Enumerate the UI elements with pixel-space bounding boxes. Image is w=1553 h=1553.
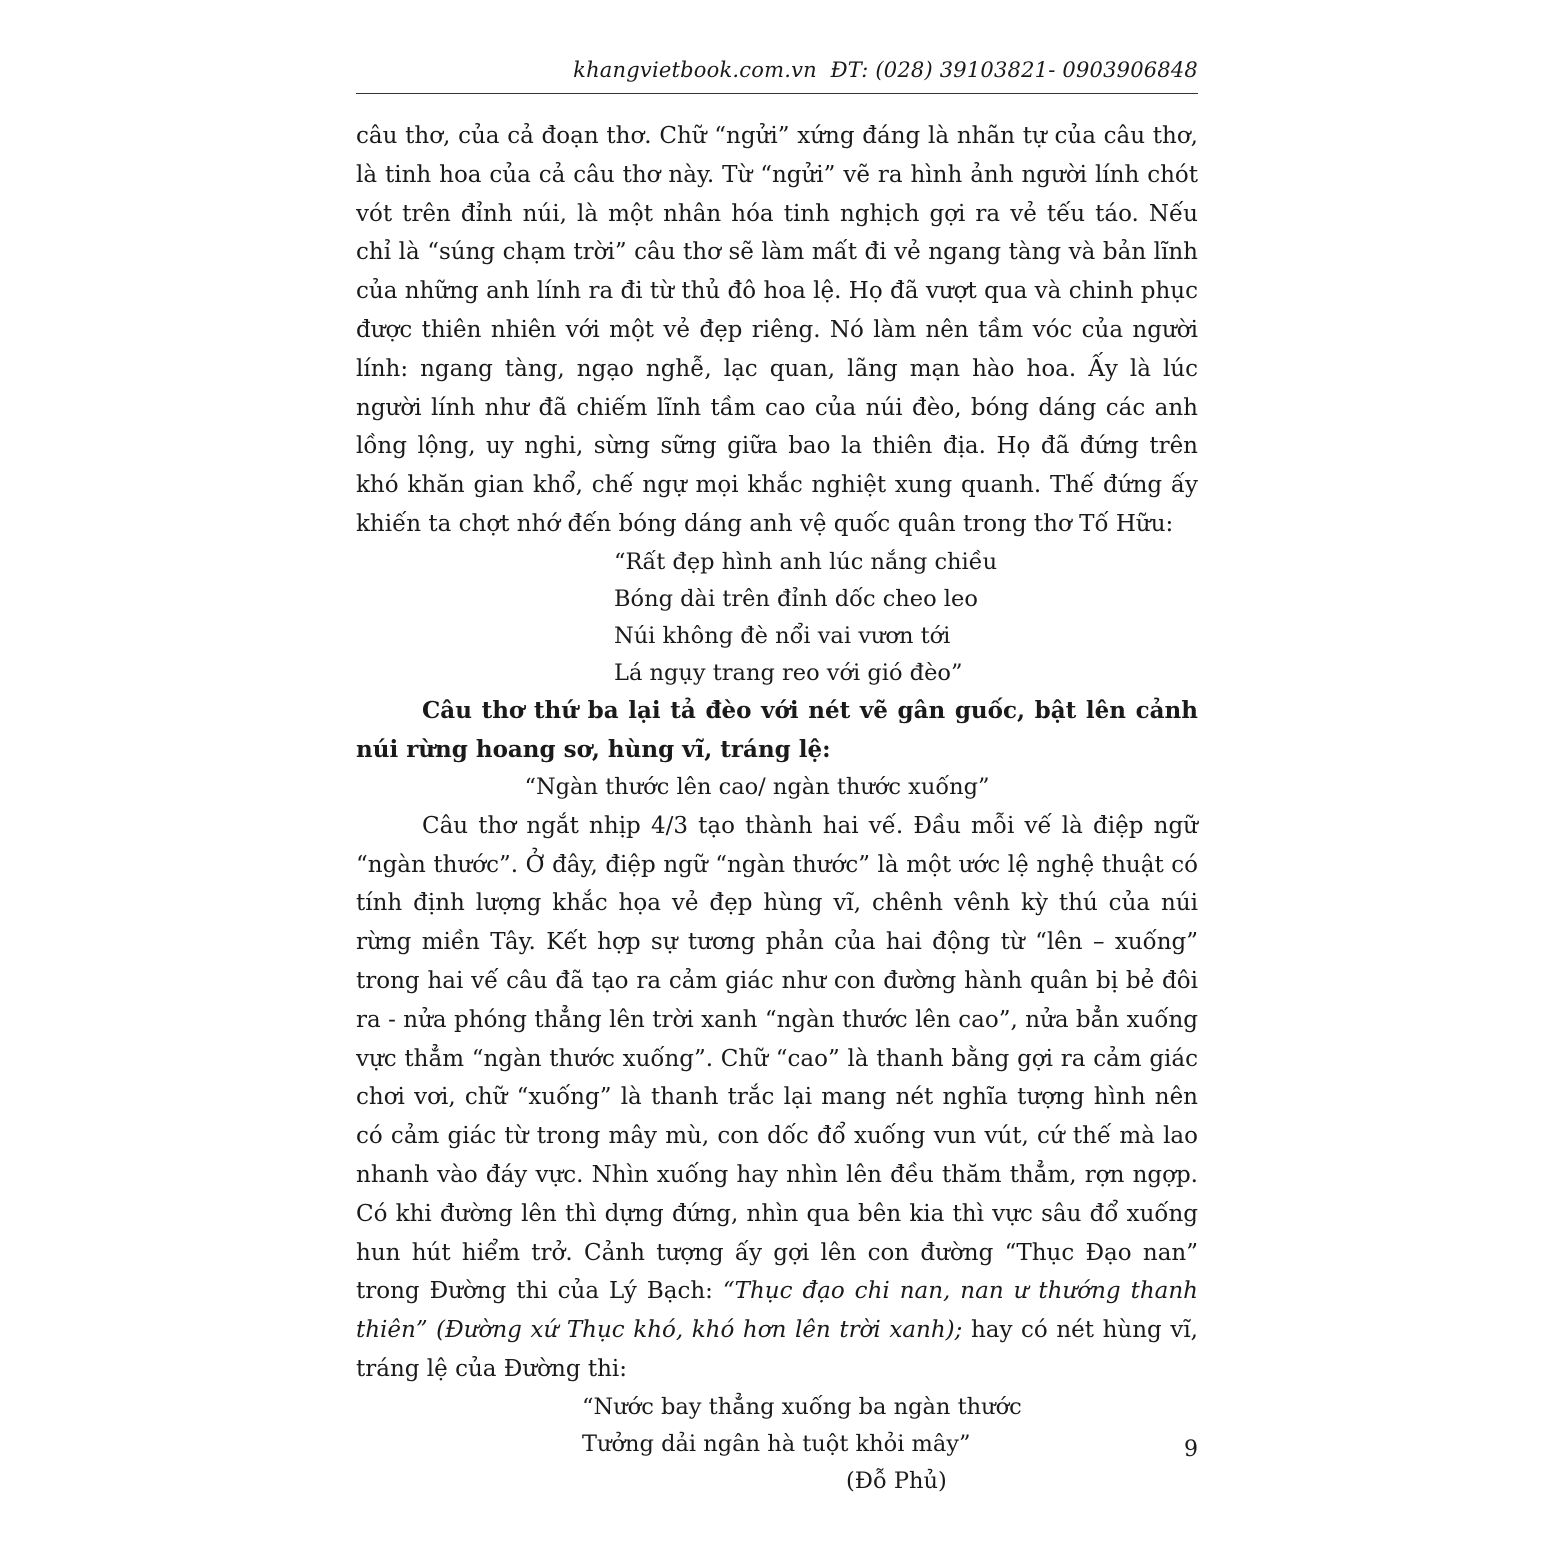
poem-line: Tưởng dải ngân hà tuột khỏi mây”	[582, 1430, 971, 1457]
quoted-verse-line: “Ngàn thước lên cao/ ngàn thước xuống”	[524, 774, 990, 801]
paragraph-1: câu thơ, của cả đoạn thơ. Chữ “ngửi” xứng đáng là nhãn tự của câu thơ, là tinh hoa của cả câu thơ này. Từ “ngửi” vẽ ra hình ảnh người lính chót vót trên đỉnh núi, là một nhân hóa tinh nghịch gợi ra vẻ tếu táo. Nếu chỉ là “súng chạm trời” câu thơ sẽ làm mất đi vẻ ngang tàng và bản lĩnh của những anh lính ra đi từ thủ đô hoa lệ. Họ đã vượt qua và chinh phục được thiên nhiên với một vẻ đẹp riêng. Nó làm nên tầm vóc của người lính: ngang tàng, ngạo nghễ, lạc quan, lãng mạn hào hoa. Ấy là lúc người lính như đã chiếm lĩnh tầm cao của núi đèo, bóng dáng các anh lồng lộng, uy nghi, sừng sững giữa bao la thiên địa. Họ đã đứng trên khó khăn gian khổ, chế ngự mọi khắc nghiệt xung quanh. Thế đứng ấy khiến ta chợt nhớ đến bóng dáng anh vệ quốc quân trong thơ Tố Hữu:	[356, 123, 1198, 537]
poem-line: Bóng dài trên đỉnh dốc cheo leo	[614, 585, 978, 612]
poem-do-phu	[356, 1389, 1198, 1500]
header-divider	[356, 93, 1198, 94]
paragraph-3	[356, 807, 1198, 1389]
page-body	[356, 117, 1198, 1500]
page-number: 9	[1184, 1437, 1198, 1462]
paragraph-3-text: Câu thơ ngắt nhịp 4/3 tạo thành hai vế. Đầu mỗi vế là điệp ngữ “ngàn thước”. Ở đây, điệp ngữ “ngàn thước” là một ước lệ nghệ thuật có tính định lượng khắc họa vẻ đẹp hùng vĩ, chênh vênh kỳ thú của núi rừng miền Tây. Kết hợp sự tương phản của hai động từ “lên – xuống” trong hai vế câu đã tạo ra cảm giác như con đường hành quân bị bẻ đôi ra - nửa phóng thẳng lên trời xanh “ngàn thước lên cao”, nửa bẳn xuống vực thẳm “ngàn thước xuống”. Chữ “cao” là thanh bằng gợi ra cảm giác chơi vơi, chữ “xuống” là thanh trắc lại mang nét nghĩa tượng hình nên có cảm giác từ trong mây mù, con dốc đổ xuống vun vút, cứ thế mà lao nhanh vào đáy vực. Nhìn xuống hay nhìn lên đều thăm thẳm, rợn ngợp. Có khi đường lên thì dựng đứng, nhìn qua bên kia thì vực sâu đổ xuống hun hút hiểm trở. Cảnh tượng ấy gợi lên con đường “Thục Đạo nan” trong Đường thi của Lý Bạch:	[356, 812, 1198, 1305]
paragraph-3-tail: hay có nét hùng vĩ, tráng lệ của Đường thi:	[356, 1317, 1198, 1383]
poem-to-huu	[356, 544, 1198, 692]
header-website: khangvietbook.com.vn	[573, 58, 817, 82]
poem-line: “Nước bay thẳng xuống ba ngàn thước	[582, 1393, 1022, 1420]
header-phone: ĐT: (028) 39103821- 0903906848	[830, 58, 1198, 82]
poem-line: Lá ngụy trang reo với gió đèo”	[614, 659, 963, 686]
poem-attribution: (Đỗ Phủ)	[846, 1467, 947, 1494]
running-header	[356, 58, 1198, 82]
paragraph-2-bold: Câu thơ thứ ba lại tả đèo với nét vẽ gân guốc, bật lên cảnh núi rừng hoang sơ, hùng vĩ, tráng lệ:	[356, 696, 1198, 763]
poem-line: “Rất đẹp hình anh lúc nắng chiều	[614, 548, 998, 575]
book-page	[356, 0, 1198, 1553]
poem-line: Núi không đè nổi vai vươn tới	[614, 622, 951, 649]
paragraph-3-italic-quote: “Thục đạo chi nan, nan ư thướng thanh thiên” (Đường xứ Thục khó, khó hơn lên trời xanh);	[356, 1278, 1198, 1344]
